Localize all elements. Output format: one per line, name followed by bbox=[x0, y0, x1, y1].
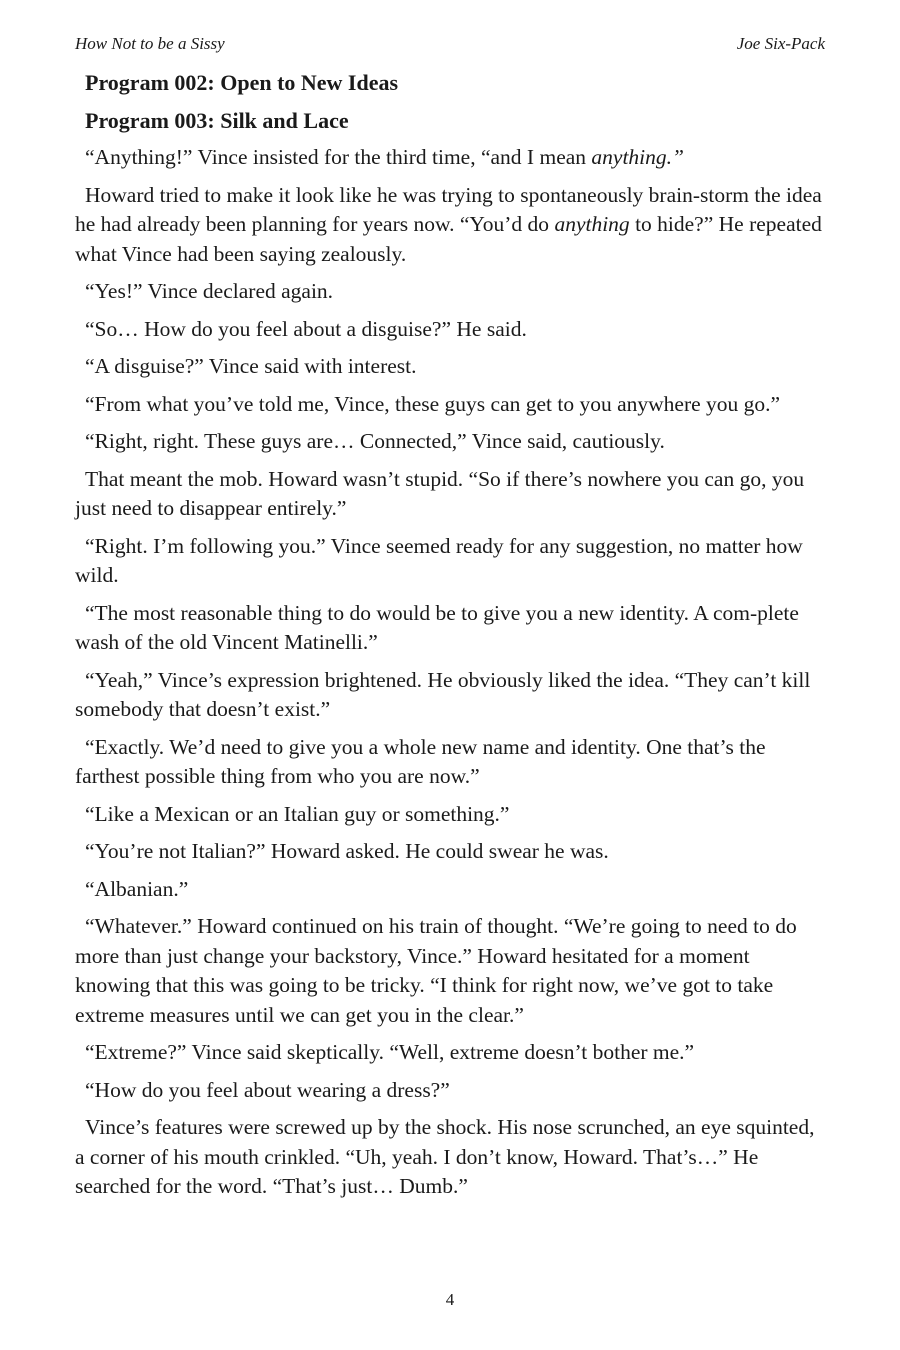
text-run: “A disguise?” Vince said with interest. bbox=[85, 354, 417, 378]
section-heading: Program 002: Open to New Ideas bbox=[85, 70, 399, 95]
paragraph bbox=[75, 1076, 827, 1106]
text-run: “Like a Mexican or an Italian guy or something.” bbox=[85, 801, 510, 826]
paragraph bbox=[75, 315, 827, 345]
paragraph bbox=[75, 352, 827, 382]
text-run: “The most reasonable thing to do would be to give you a new identity. A com-plete wash of the old Vincent Matinelli.” bbox=[75, 600, 799, 654]
running-header bbox=[75, 34, 825, 54]
paragraph-list bbox=[75, 143, 827, 1202]
text-run: Howard tried to make it look like he was trying to spontaneously brain-storm the idea he had already been planning for years now. “You’d do bbox=[75, 182, 822, 236]
text-run: “Exactly. We’d need to give you a whole new name and identity. One that’s the farthest possible thing from who you are now.” bbox=[75, 734, 766, 788]
paragraph bbox=[75, 733, 827, 792]
text-run: That meant the mob. Howard wasn’t stupid. “So if there’s nowhere you can go, you just need to disappear entirely.” bbox=[75, 466, 805, 520]
paragraph bbox=[75, 1038, 827, 1068]
paragraph bbox=[75, 666, 827, 725]
text-run: “From what you’ve told me, Vince, these guys can get to you anywhere you go.” bbox=[85, 391, 781, 416]
paragraph bbox=[75, 599, 827, 658]
text-run: “Anything!” Vince insisted for the third time, “and I mean bbox=[85, 145, 592, 169]
paragraph bbox=[75, 1113, 827, 1202]
text-run: “Whatever.” Howard continued on his train of thought. “We’re going to need to do more than just change your backstory, Vince.” Howard hesitated for a moment knowing that this was going to be tricky. “I think for right now, we’ve got to take extreme measures until we can get you in the clear.” bbox=[75, 914, 797, 1027]
text-run: “Right. I’m following you.” Vince seemed ready for any suggestion, no matter how wild. bbox=[75, 533, 803, 587]
body-text bbox=[75, 68, 827, 1210]
paragraph bbox=[75, 427, 827, 457]
text-run: “Yeah,” Vince’s expression brightened. He obviously liked the idea. “They can’t kill somebody that doesn’t exist.” bbox=[75, 667, 811, 721]
text-run: “You’re not Italian?” Howard asked. He could swear he was. bbox=[85, 839, 609, 863]
text-run: “Albanian.” bbox=[85, 876, 189, 901]
italic-text: anything.” bbox=[591, 145, 684, 169]
author-name: Joe Six-Pack bbox=[736, 34, 825, 53]
paragraph bbox=[75, 277, 827, 307]
paragraph bbox=[75, 532, 827, 591]
paragraph bbox=[75, 875, 827, 905]
book-title: How Not to be a Sissy bbox=[75, 34, 225, 53]
text-run: to hide?” He repeated what Vince had been saying zealously. bbox=[75, 212, 822, 266]
paragraph bbox=[75, 181, 827, 270]
paragraph bbox=[75, 912, 827, 1030]
page-number: 4 bbox=[445, 1290, 455, 1309]
text-run: “Yes!” Vince declared again. bbox=[85, 279, 334, 303]
paragraph bbox=[75, 800, 827, 830]
text-run: “Extreme?” Vince said skeptically. “Well, extreme doesn’t bother me.” bbox=[85, 1040, 695, 1064]
text-run: Vince’s features were screwed up by the shock. His nose scrunched, an eye squinted, a corner of his mouth crinkled. “Uh, yeah. I don’t know, Howard. That’s…” He searched for the word. “That’s just… Dumb.” bbox=[75, 1115, 815, 1198]
paragraph bbox=[75, 390, 827, 420]
paragraph bbox=[75, 143, 827, 173]
text-run: “Right, right. These guys are… Connected,” Vince said, cautiously. bbox=[85, 429, 665, 453]
text-run: “So… How do you feel about a disguise?” He said. bbox=[85, 316, 527, 341]
section-heading: Program 003: Silk and Lace bbox=[85, 107, 349, 133]
paragraph bbox=[75, 465, 827, 524]
italic-text: anything bbox=[554, 212, 630, 236]
text-run: “How do you feel about wearing a dress?” bbox=[85, 1077, 450, 1102]
paragraph bbox=[75, 837, 827, 867]
